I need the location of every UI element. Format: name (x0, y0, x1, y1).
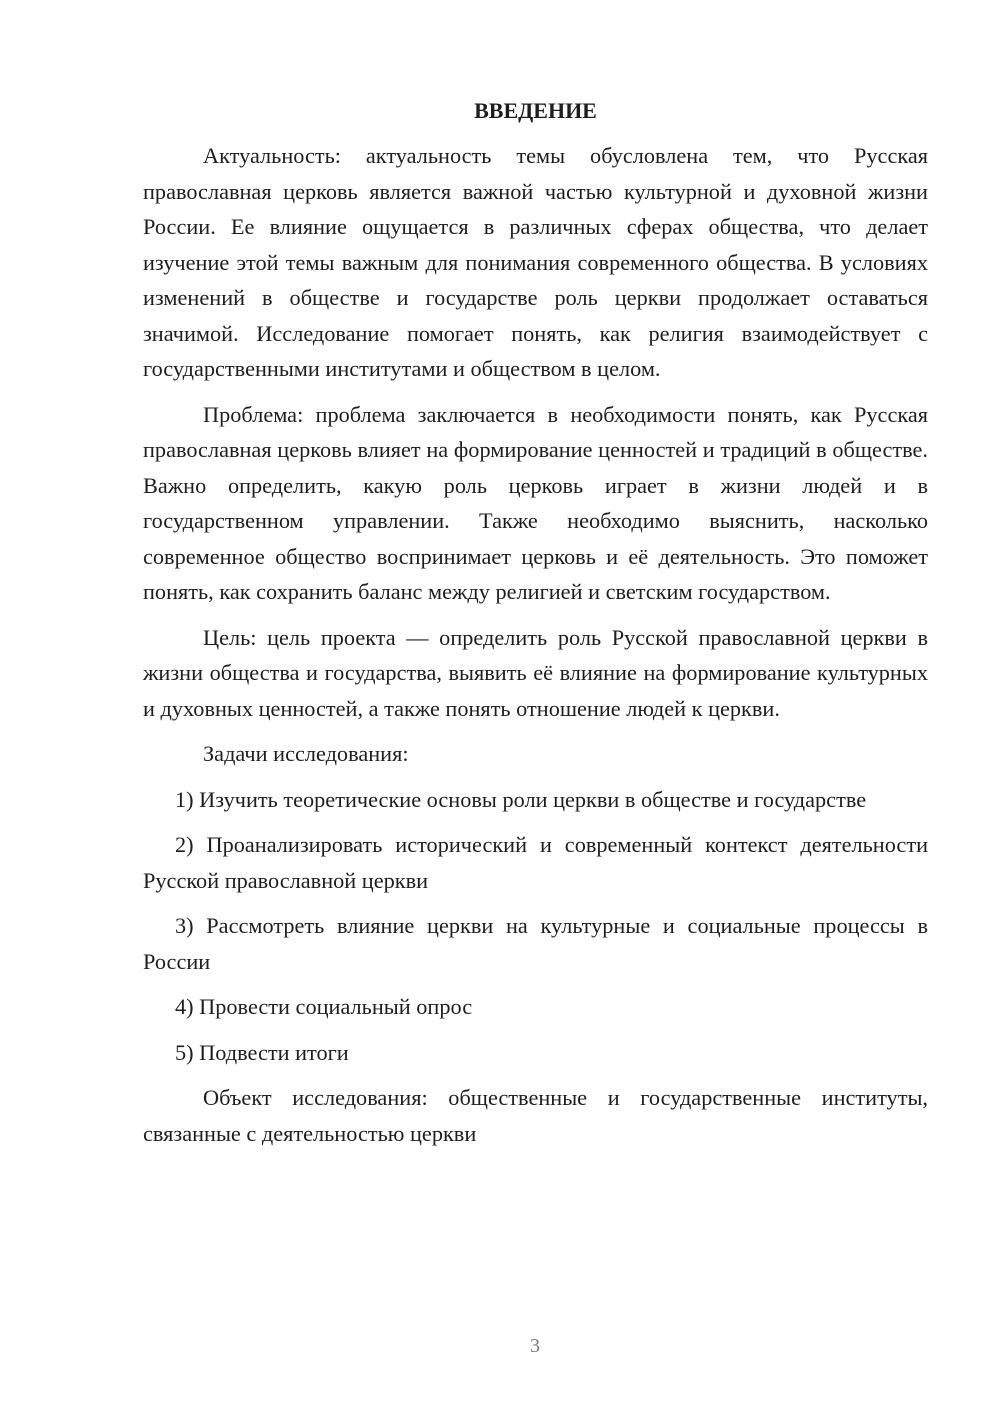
paragraph-relevance: Актуальность: актуальность темы обусловлена тем, что Русская православная церковь является важной частью культурной и духовной жизни России. Ее влияние ощущается в различных сферах общества, что делает изучение этой темы важным для понимания современного общества. В условиях изменений в обществе и государстве роль церкви продолжает оставаться значимой. Исследование помогает понять, как религия взаимодействует с государственными институтами и обществом в целом. (143, 143, 928, 381)
task-item-3: 3) Рассмотреть влияние церкви на культурные и социальные процессы в России (143, 913, 928, 974)
task-item-4: 4) Провести социальный опрос (175, 994, 473, 1019)
task-item-2: 2) Проанализировать исторический и современный контекст деятельности Русской православной церкви (143, 832, 928, 893)
paragraph-object: Объект исследования: общественные и государственные институты, связанные с деятельностью церкви (143, 1085, 928, 1146)
task-item-5: 5) Подвести итоги (175, 1039, 349, 1065)
paragraph-problem: Проблема: проблема заключается в необходимости понять, как Русская православная церковь влияет на формирование ценностей и традиций в обществе. Важно определить, какую роль церковь играет в жизни людей и в государственном управлении. Также необходимо выяснить, насколько современное общество воспринимает церковь и её деятельность. Это поможет понять, как сохранить баланс между религией и светским государством. (143, 401, 928, 604)
task-item-1: 1) Изучить теоретические основы роли церкви в обществе и государстве (175, 786, 867, 812)
page-content (143, 96, 928, 1161)
page-number: 3 (530, 1335, 540, 1357)
tasks-heading: Задачи исследования: (203, 741, 409, 766)
paragraph-goal: Цель: цель проекта — определить роль Русской православной церкви в жизни общества и государства, выявить её влияние на формирование культурных и духовных ценностей, а также понять отношение людей к церкви. (143, 624, 928, 721)
page-title: ВВЕДЕНИЕ (474, 98, 597, 123)
